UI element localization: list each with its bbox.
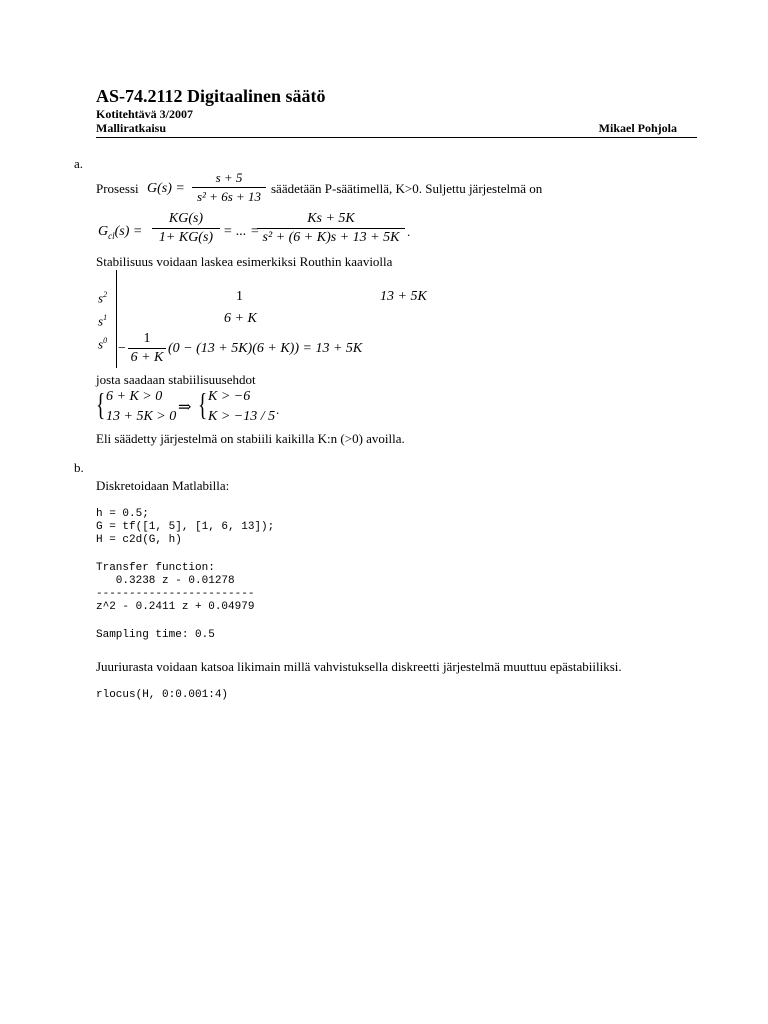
G-denominator: s² + 6s + 13: [196, 189, 262, 204]
Gcl-argument: (s) =: [114, 224, 143, 239]
Gcl-period: .: [407, 224, 411, 239]
fraction-bar: [192, 187, 266, 188]
rlocus-code: rlocus(H, 0:0.001:4): [96, 689, 229, 701]
cond-right-2: K > −13 / 5: [208, 409, 276, 424]
routh-row-s0-label: $s^0$: [98, 336, 108, 352]
Gcl-frac2-num: Ks + 5K: [307, 211, 355, 226]
fraction-bar: [152, 228, 220, 229]
routh-s0-fraction: [128, 331, 166, 366]
output-header: Transfer function:: [96, 562, 215, 574]
conditions-intro: josta saadaan stabiilisuusehdot: [96, 372, 256, 387]
stability-conclusion: Eli säädetty järjestelmä on stabiili kaikilla K:n (>0) avoilla.: [96, 431, 405, 446]
Gcl-fraction-1: [152, 211, 220, 246]
Gcl-fraction-2: [257, 211, 405, 246]
cond-right-1: K > −6: [208, 389, 251, 404]
right-brace: {: [198, 386, 208, 422]
output-denominator: z^2 - 0.2411 z + 0.04979: [96, 601, 255, 613]
routh-s0-minus: −: [118, 341, 126, 356]
routh-intro: Stabilisuus voidaan laskea esimerkiksi Routhin kaaviolla: [96, 254, 393, 269]
section-b-label: b.: [74, 460, 84, 475]
document-title: AS-74.2112 Digitaalinen säätö: [96, 86, 326, 106]
G-fraction: [192, 170, 266, 205]
Gcl-symbol: G: [98, 224, 109, 239]
text-after-G: säädetään P-säätimellä, K>0. Suljettu järjestelmä on: [271, 181, 543, 196]
code-line-1: h = 0.5;: [96, 508, 149, 520]
document-subtitle: Kotitehtävä 3/2007: [96, 107, 193, 121]
Gcl-frac1-den: 1+ KG(s): [158, 230, 214, 245]
G-numerator: s + 5: [215, 170, 243, 185]
implies-arrow: ⇒: [178, 399, 192, 416]
code-line-3: H = c2d(G, h): [96, 534, 182, 546]
routh-s0-frac-num: 1: [143, 331, 151, 346]
rlocus-text: Juuriurasta voidaan katsoa likimain millä vahvistuksella diskreetti järjestelmä muuttuu epästabiiliksi.: [96, 659, 622, 674]
routh-row-s2-label: $s^2$: [98, 290, 108, 306]
section-b-intro: Diskretoidaan Matlabilla:: [96, 478, 230, 493]
cond-period: .: [276, 402, 280, 417]
fraction-bar: [128, 348, 166, 349]
prosessi-word: Prosessi: [96, 181, 139, 196]
output-fraction-bar: ------------------------: [96, 588, 255, 600]
cond-left-2: 13 + 5K > 0: [106, 409, 177, 424]
fraction-bar: [257, 228, 405, 229]
routh-s2-col2: 13 + 5K: [380, 289, 427, 304]
routh-s0-rest: (0 − (13 + 5K)(6 + K)) = 13 + 5K: [168, 341, 363, 356]
routh-s1-col1: 6 + K: [224, 311, 257, 326]
header-divider: [96, 137, 697, 138]
Gcl-ellipsis: = ... =: [223, 224, 260, 239]
section-a-label: a.: [74, 156, 84, 171]
output-numerator: 0.3238 z - 0.01278: [96, 575, 235, 587]
author-name: Mikael Pohjola: [598, 121, 677, 135]
sampling-time: Sampling time: 0.5: [96, 629, 215, 641]
Gcl-frac2-den: s² + (6 + K)s + 13 + 5K: [262, 230, 400, 245]
Gcl-frac1-num: KG(s): [168, 211, 204, 226]
Gcl-subscript: cl: [108, 230, 115, 241]
cond-left-1: 6 + K > 0: [106, 389, 163, 404]
document-type: Malliratkaisu: [96, 121, 167, 135]
left-brace: {: [96, 386, 106, 422]
code-line-2: G = tf([1, 5], [1, 6, 13]);: [96, 521, 275, 533]
G-lhs: G(s) =: [147, 181, 185, 196]
routh-vertical-line: [116, 270, 117, 368]
routh-row-s1-label: $s^1$: [98, 313, 108, 329]
Gcl-lhs: [98, 224, 142, 241]
routh-s0-frac-den: 6 + K: [130, 350, 164, 365]
routh-s2-col1: 1: [236, 289, 243, 304]
